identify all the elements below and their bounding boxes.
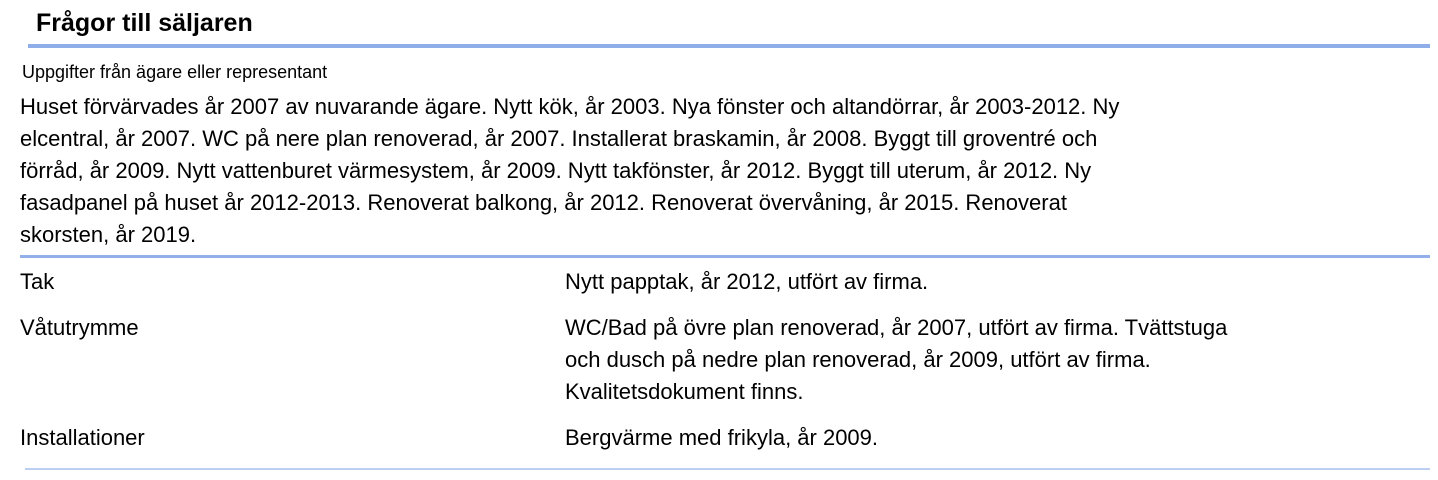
row-label: Våtutrymme (20, 315, 139, 340)
section-title: Frågor till säljaren (36, 9, 253, 37)
table-row-installationer (20, 414, 1438, 460)
row-label: Installationer (20, 425, 145, 450)
row-value: Bergvärme med frikyla, år 2009. (565, 425, 879, 450)
row-label: Tak (20, 269, 55, 294)
table-row-tak (20, 258, 1438, 304)
row-value: WC/Bad på övre plan renoverad, år 2007, utfört av firma. Tvättstuga och dusch på nedre plan renoverad, år 2009, utfört av firma. Kvalitetsdokument finns. (565, 315, 1228, 404)
section-subtitle: Uppgifter från ägare eller representant (22, 62, 328, 82)
table-row-vatutrymme (20, 304, 1438, 414)
row-value: Nytt papptak, år 2012, utfört av firma. (565, 269, 929, 294)
title-divider (28, 44, 1430, 48)
owner-statement-paragraph: Huset förvärvades år 2007 av nuvarande ägare. Nytt kök, år 2003. Nya fönster och altandörrar, år 2003-2012. Ny elcentral, år 2007. WC på nere plan renoverad, år 2007. Installerat braskamin, år 2008. Byggt till groventré och förråd, år 2009. Nytt vattenburet värmesystem, år 2009. Nytt takfönster, år 2012. Byggt till uterum, år 2012. Ny fasadpanel på huset år 2012-2013. Renoverat balkong, år 2012. Renoverat övervåning, år 2015. Renoverat skorsten, år 2019. (20, 94, 1120, 247)
section-bottom-divider (25, 468, 1430, 470)
report-section-fragor-till-saljaren (0, 8, 1438, 480)
details-table (20, 258, 1438, 460)
